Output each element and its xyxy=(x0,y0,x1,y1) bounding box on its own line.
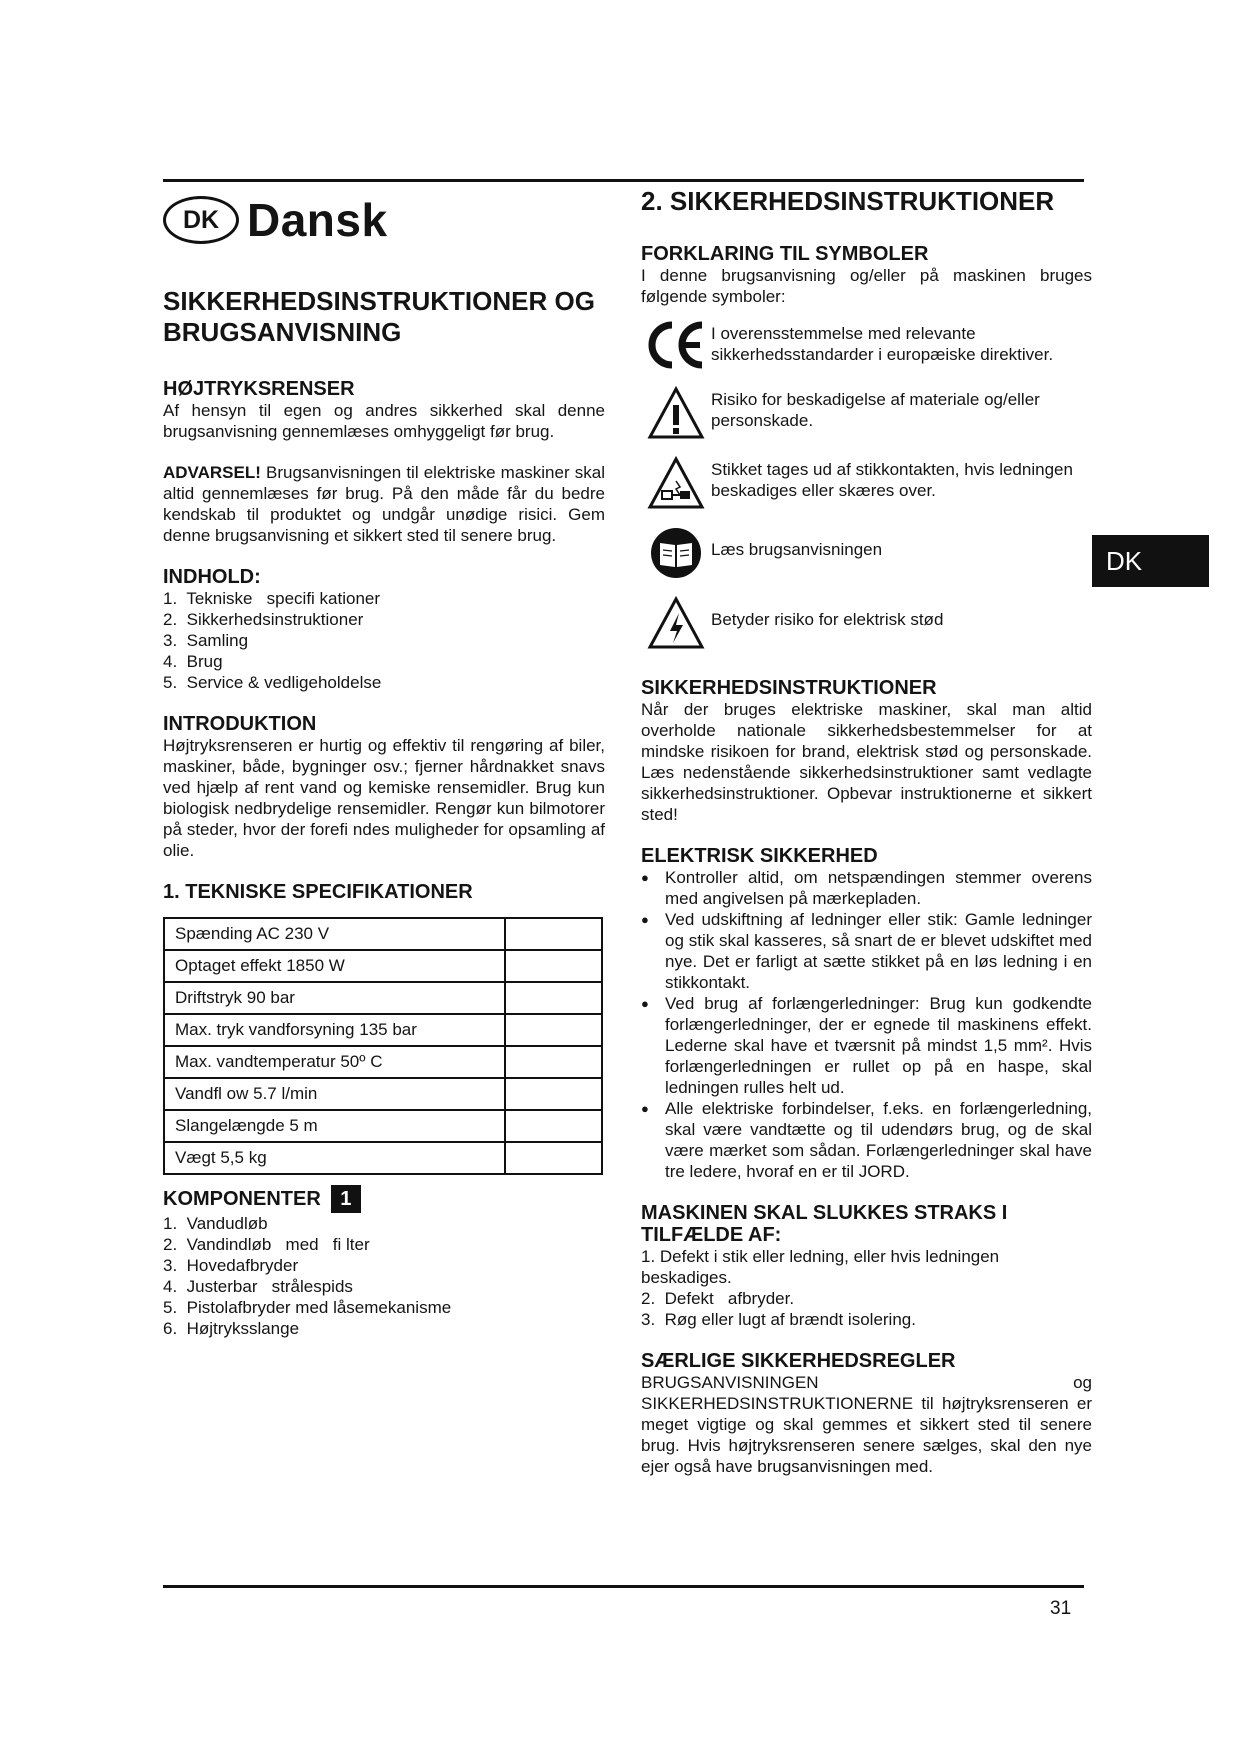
empty-cell xyxy=(505,1046,602,1078)
empty-cell xyxy=(505,918,602,950)
table-row xyxy=(164,1046,602,1078)
warning-exclamation-icon xyxy=(641,385,711,441)
list-item: 2. Vandindløb med fi lter xyxy=(163,1235,370,1254)
document-title: SIKKERHEDSINSTRUKTIONER OG BRUGSANVISNING xyxy=(163,286,595,347)
list-item: 2. Sikkerhedsinstruktioner xyxy=(163,610,364,629)
list-item: 6. Højtryksslange xyxy=(163,1319,300,1338)
safety-text: Når der bruges elektriske maskiner, skal man altid overholde nationale sikkerhedsbestemmelser for at mindske risikoen for brand, elektrisk stød og personskade. Læs nedenstående sikkerhedsinstruktioner samt vedlagte sikkerhedsinstruktioner. Opbevar instruktionerne et sikkert sted! xyxy=(641,700,1092,824)
empty-cell xyxy=(505,950,602,982)
table-row xyxy=(164,1014,602,1046)
unplug-warning-icon xyxy=(641,455,711,511)
language-side-tab: DK xyxy=(1092,535,1209,587)
symbol-row-manual xyxy=(641,525,1092,581)
spec-cell: Vægt 5,5 kg xyxy=(164,1142,505,1174)
list-item: 1. Vandudløb xyxy=(163,1214,268,1233)
special-rules-heading: SÆRLIGE SIKKERHEDSREGLER xyxy=(641,1350,956,1372)
special-rules-text: BRUGSANVISNINGEN og SIKKERHEDSINSTRUKTIONERNE til højtryksrenseren er meget vigtige og skal gemmes et sikkert sted til senere brug. Hvis højtryksrenseren senere sælges, skal den nye ejer også have brugsanvisningen med. xyxy=(641,1373,1092,1476)
spec-cell: Max. tryk vandforsyning 135 bar xyxy=(164,1014,505,1046)
language-header xyxy=(163,192,605,248)
list-item: ● Ved udskiftning af ledninger eller stik: Gamle ledninger og stik skal kasseres, så snart de er blevet udskiftet med nye. Det er farligt at sætte stikket på en løs ledning i en stikkontakt. xyxy=(641,909,1092,993)
empty-cell xyxy=(505,1014,602,1046)
list-item: 5. Service & vedligeholdelse xyxy=(163,673,382,692)
figure-badge: 1 xyxy=(331,1185,361,1213)
section-title: 2. SIKKERHEDSINSTRUKTIONER xyxy=(641,186,1055,216)
list-item: 2. Defekt afbryder. xyxy=(641,1289,795,1308)
electric-shock-icon xyxy=(641,595,711,651)
electric-safety-heading: ELEKTRISK SIKKERHED xyxy=(641,845,878,867)
warning-text: Brugsanvisningen til elektriske maskiner skal altid gennemlæses før brug. På den måde får du bedre kendskab til produktet og undgår unødige risici. Gem denne brugsanvisning et sikkert sted til senere brug. xyxy=(163,463,605,545)
spec-cell: Max. vandtemperatur 50º C xyxy=(164,1046,505,1078)
language-code-badge: DK xyxy=(163,196,239,244)
safety-heading: SIKKERHEDSINSTRUKTIONER xyxy=(641,677,937,699)
warning-label: ADVARSEL! xyxy=(163,463,261,482)
specifications-table xyxy=(163,917,603,1175)
table-row xyxy=(164,918,602,950)
spec-cell: Optaget effekt 1850 W xyxy=(164,950,505,982)
page-number: 31 xyxy=(1050,1598,1072,1619)
list-item: ● Kontroller altid, om netspændingen stemmer overens med angivelsen på mærkepladen. xyxy=(641,867,1092,909)
contents-heading: INDHOLD: xyxy=(163,566,261,588)
empty-cell xyxy=(505,1078,602,1110)
list-item: ● Ved brug af forlængerledninger: Brug kun godkendte forlængerledninger, der er egnede til maskinens effekt. Lederne skal have et tværsnit på mindst 1,5 mm². Hvis forlængerledningen er rullet op på en haspe, skal ledningen rulles helt ud. xyxy=(641,993,1092,1098)
intro-safety-text: Af hensyn til egen og andres sikkerhed skal denne brugsanvisning gennemlæses omhyggeligt før brug. xyxy=(163,401,605,441)
spec-cell: Vandfl ow 5.7 l/min xyxy=(164,1078,505,1110)
list-item: 3. Samling xyxy=(163,631,249,650)
table-row xyxy=(164,1078,602,1110)
left-column xyxy=(163,192,605,1339)
components-header xyxy=(163,1185,605,1213)
symbol-row-ce xyxy=(641,319,1092,371)
electric-safety-list xyxy=(641,867,1092,1182)
symbol-row-warning xyxy=(641,385,1092,441)
components-heading: KOMPONENTER xyxy=(163,1188,321,1210)
list-item: 5. Pistolafbryder med låsemekanisme xyxy=(163,1298,452,1317)
list-item: 1. Tekniske specifi kationer xyxy=(163,589,381,608)
read-manual-icon xyxy=(641,525,711,581)
shutdown-list xyxy=(641,1246,1092,1330)
spec-cell: Slangelængde 5 m xyxy=(164,1110,505,1142)
symbols-heading: FORKLARING TIL SYMBOLER xyxy=(641,243,929,265)
table-row xyxy=(164,982,602,1014)
ce-mark-icon xyxy=(641,319,711,371)
list-item: ● Alle elektriske forbindelser, f.eks. en forlængerledning, skal være vandtætte og til udendørs brug, og de skal være mærket som sådan. Forlængerledninger skal have tre ledere, hvoraf en er til JORD. xyxy=(641,1098,1092,1182)
symbol-row-electric xyxy=(641,595,1092,651)
shutdown-heading: MASKINEN SKAL SLUKKES STRAKS I TILFÆLDE AF: xyxy=(641,1202,1008,1246)
symbol-description: I overensstemmelse med relevante sikkerhedsstandarder i europæiske direktiver. xyxy=(711,324,1054,364)
right-column xyxy=(641,186,1092,1477)
list-item: 4. Brug xyxy=(163,652,223,671)
list-item: 3. Røg eller lugt af brændt isolering. xyxy=(641,1310,916,1329)
list-item: 1. Defekt i stik eller ledning, eller hvis ledningen beskadiges. xyxy=(641,1247,1000,1287)
table-row xyxy=(164,1110,602,1142)
top-rule xyxy=(163,179,1084,182)
specifications-heading: 1. TEKNISKE SPECIFIKATIONER xyxy=(163,881,473,903)
language-title: Dansk xyxy=(247,194,388,246)
list-item: 3. Hovedafbryder xyxy=(163,1256,299,1275)
section-heading-pressure-washer: HØJTRYKSRENSER xyxy=(163,378,355,400)
symbol-description: Stikket tages ud af stikkontakten, hvis ledningen beskadiges eller skæres over. xyxy=(711,460,1073,500)
spec-cell: Spænding AC 230 V xyxy=(164,918,505,950)
table-row xyxy=(164,1142,602,1174)
table-row xyxy=(164,950,602,982)
symbols-intro: I denne brugsanvisning og/eller på maskinen bruges følgende symboler: xyxy=(641,266,1092,306)
spec-cell: Driftstryk 90 bar xyxy=(164,982,505,1014)
symbol-description: Risiko for beskadigelse af materiale og/eller personskade. xyxy=(711,390,1040,430)
components-list xyxy=(163,1213,605,1339)
bottom-rule xyxy=(163,1585,1084,1588)
empty-cell xyxy=(505,1142,602,1174)
symbol-row-unplug xyxy=(641,455,1092,511)
contents-list xyxy=(163,588,605,693)
warning-paragraph xyxy=(163,462,605,546)
list-item: 4. Justerbar strålespids xyxy=(163,1277,353,1296)
symbol-description: Læs brugsanvisningen xyxy=(711,540,883,559)
introduction-text: Højtryksrenseren er hurtig og effektiv til rengøring af biler, maskiner, både, bygninger osv.; fjerner hårdnakket snavs ved hjælp af rent vand og kemiske rensemidler. Brug kun biologisk nedbrydelige rensemidler. Rengør kun bilmotorer på steder, hvor der forefi ndes muligheder for opsamling af olie. xyxy=(163,736,605,860)
symbol-description: Betyder risiko for elektrisk stød xyxy=(711,610,944,629)
empty-cell xyxy=(505,1110,602,1142)
empty-cell xyxy=(505,982,602,1014)
introduction-heading: INTRODUKTION xyxy=(163,713,317,735)
